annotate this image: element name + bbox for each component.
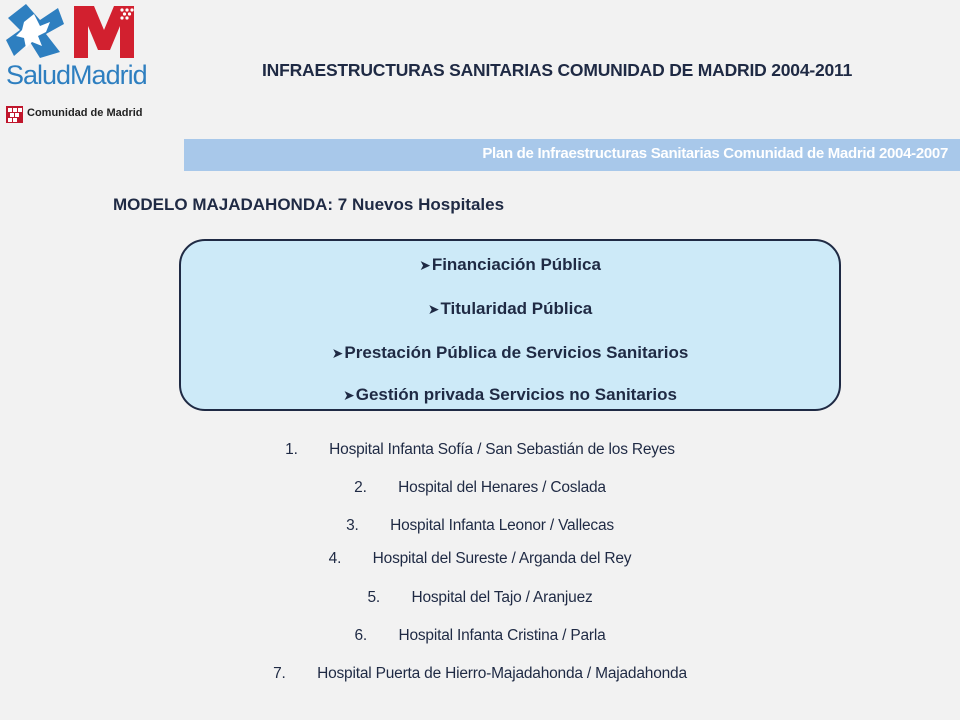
hospital-number: 2.	[354, 479, 367, 496]
hospital-name: Hospital Infanta Sofía / San Sebastián de los Reyes	[329, 441, 675, 458]
comunidad-badge-icon	[6, 106, 23, 123]
hospital-number: 7.	[273, 665, 286, 682]
hospital-number: 6.	[354, 627, 367, 644]
hospital-name: Hospital Infanta Cristina / Parla	[398, 627, 606, 644]
page-title: INFRAESTRUCTURAS SANITARIAS COMUNIDAD DE MADRID 2004-2011	[262, 60, 853, 80]
hospital-number: 5.	[367, 589, 380, 606]
section-heading: MODELO MAJADAHONDA: 7 Nuevos Hospitales	[113, 195, 505, 214]
org-name: Comunidad de Madrid	[27, 107, 143, 119]
arrow-bullet-icon: ➤	[343, 387, 355, 403]
feature-label: Financiación Pública	[431, 255, 601, 274]
feature-label: Titularidad Pública	[440, 299, 593, 318]
feature-item	[181, 299, 839, 319]
feature-item	[181, 255, 839, 275]
hospital-name: Hospital Puerta de Hierro-Majadahonda / Majadahonda	[317, 665, 687, 682]
feature-label: Gestión privada Servicios no Sanitarios	[355, 385, 677, 404]
plan-banner	[184, 139, 960, 171]
hospital-number: 3.	[346, 517, 359, 534]
banner-text: Plan de Infraestructuras Sanitarias Comunidad de Madrid 2004-2007	[482, 145, 948, 162]
logo-wordmark: SaludMadrid	[6, 60, 147, 90]
hospital-name: Hospital Infanta Leonor / Vallecas	[390, 517, 614, 534]
hospital-list-item	[0, 441, 960, 459]
arrow-bullet-icon: ➤	[331, 345, 344, 361]
feature-item	[181, 385, 839, 405]
arrow-bullet-icon: ➤	[427, 301, 440, 317]
hospital-number: 4.	[328, 550, 342, 567]
hospital-list-item	[0, 627, 960, 645]
hospital-list-item	[0, 517, 960, 535]
arrow-bullet-icon: ➤	[419, 257, 431, 273]
hospital-list-item	[0, 589, 960, 607]
hospital-list-item	[0, 479, 960, 497]
hospital-name: Hospital del Sureste / Arganda del Rey	[372, 550, 632, 567]
saludmadrid-logo	[0, 0, 160, 125]
model-features-box	[179, 239, 841, 411]
feature-item	[181, 343, 839, 363]
hospital-list-item	[0, 550, 960, 568]
hospital-list-item	[0, 665, 960, 683]
hospital-number: 1.	[285, 441, 298, 458]
hospital-name: Hospital del Henares / Coslada	[398, 479, 606, 496]
feature-label: Prestación Pública de Servicios Sanitarios	[344, 343, 689, 362]
hospital-name: Hospital del Tajo / Aranjuez	[411, 589, 593, 606]
